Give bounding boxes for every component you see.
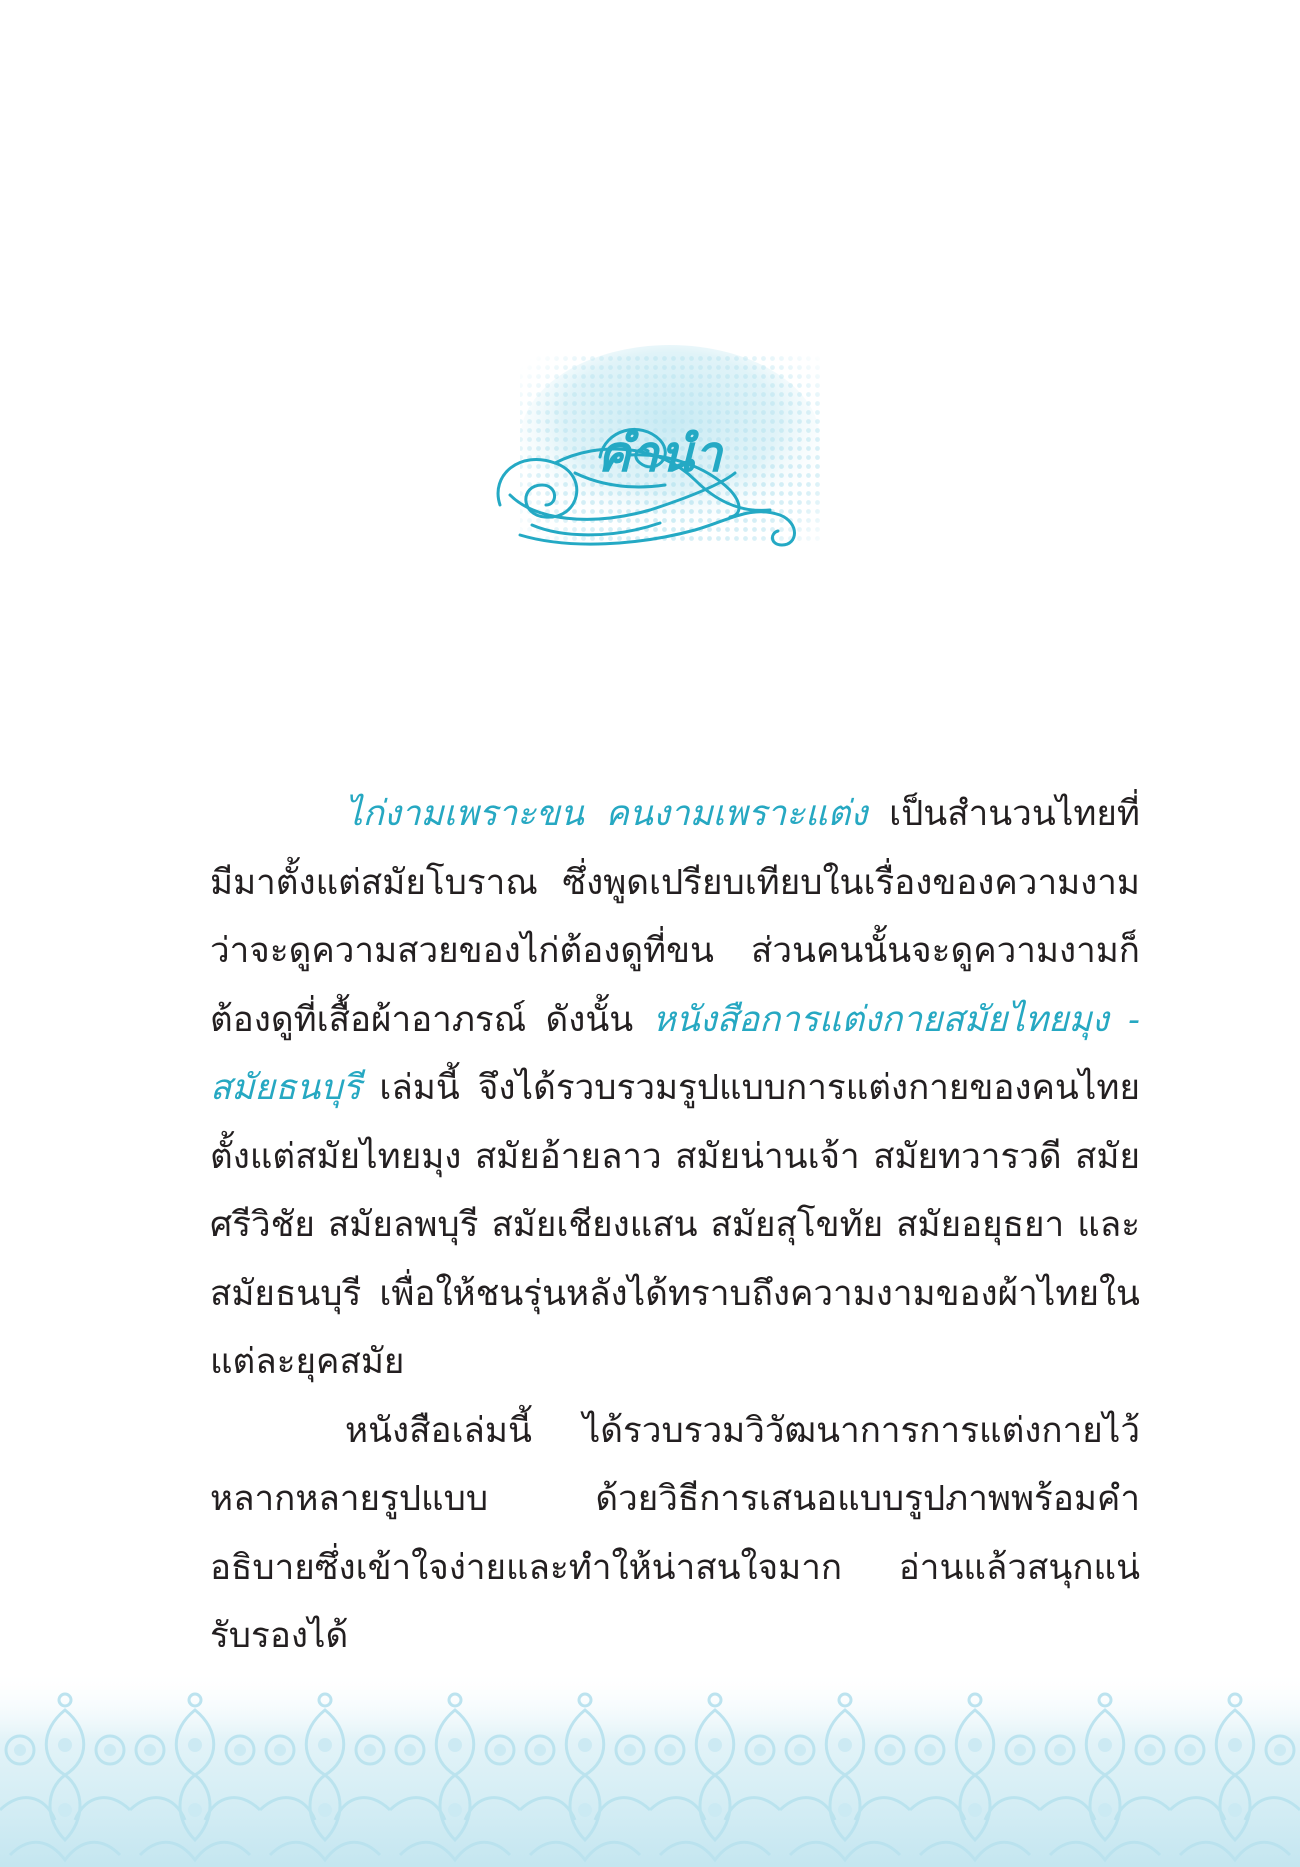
book-title-highlight: หนังสือการแต่งกายสมัยไทยมุง - สมัยธนบุรี [210, 999, 1140, 1108]
proverb-highlight: ไก่งามเพราะขน คนงามเพราะแต่ง [345, 794, 868, 834]
lace-border-icon [0, 1670, 1300, 1867]
preface-body [210, 780, 1140, 1671]
page-title: คำนำ [597, 425, 723, 483]
paragraph-1-text-a: เป็นสำนวนไทยที่มีมาตั้งแต่สมัยโบราณ ซึ่งพูดเปรียบเทียบในเรื่องของความงามว่าจะดูความสวยของไก่ต้องดูที่ขน ส่วนคนนั้นจะดูความงามก็ต้องดูที่เสื้อผ้าอาภรณ์ ดังนั้น [210, 794, 1140, 1040]
title-ornament [480, 345, 840, 605]
paragraph-2: หนังสือเล่มนี้ ได้รวบรวมวิวัฒนาการการแต่งกายไว้หลากหลายรูปแบบ ด้วยวิธีการเสนอแบบรูปภาพพร้อมคำอธิบายซึ่งเข้าใจง่ายและทำให้น่าสนใจมาก อ่านแล้วสนุกแน่รับรองได้ [210, 1410, 1140, 1656]
paragraph-1 [210, 780, 1140, 1397]
paragraph-1-text-b: เล่มนี้ จึงได้รวบรวมรูปแบบการแต่งกายของคนไทย ตั้งแต่สมัยไทยมุง สมัยอ้ายลาว สมัยน่านเจ้า สมัยทวารวดี สมัยศรีวิชัย สมัยลพบุรี สมัยเชียงแสน สมัยสุโขทัย สมัยอยุธยา และสมัยธนบุรี เพื่อให้ชนรุ่นหลังได้ทราบถึงความงามของผ้าไทยในแต่ละยุคสมัย [210, 1068, 1140, 1382]
